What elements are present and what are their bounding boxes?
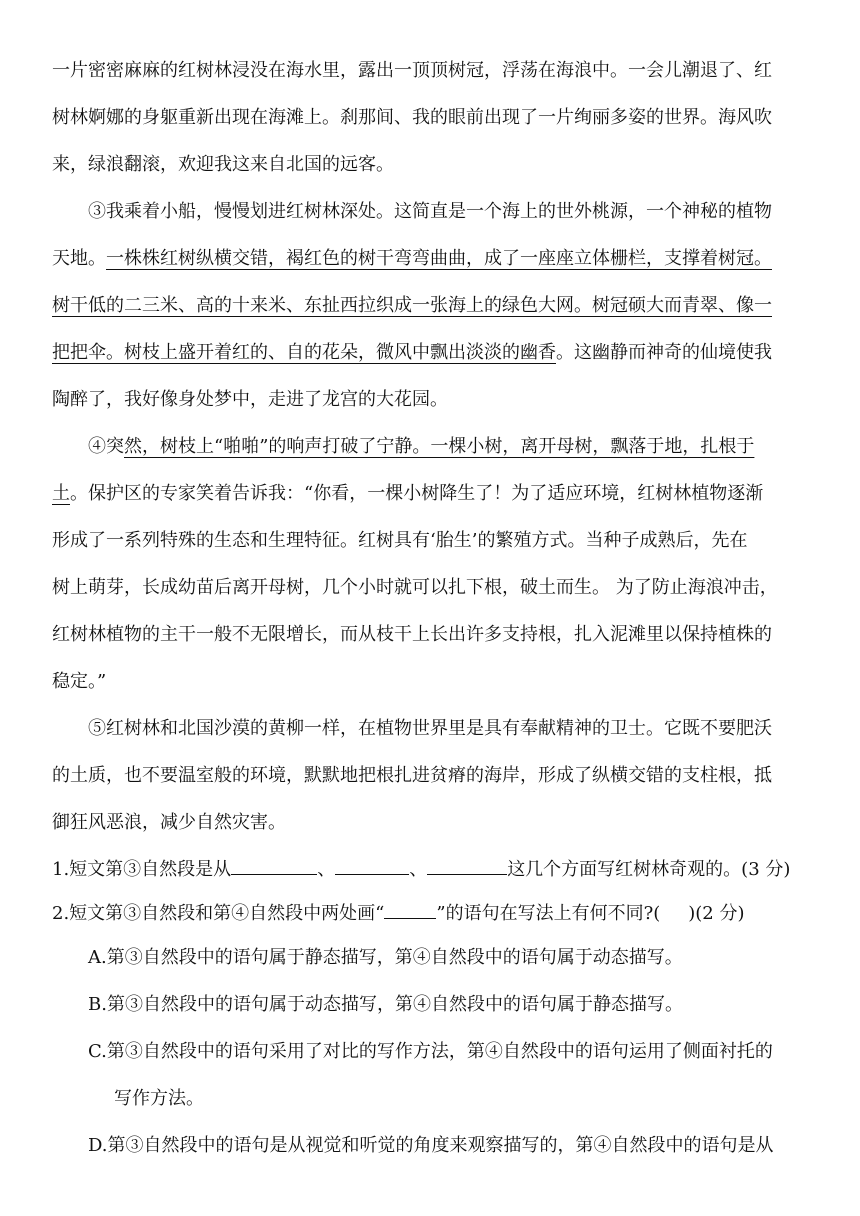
option-c-continued: 写作方法。 <box>114 1088 204 1109</box>
option-a[interactable]: A.第③自然段中的语句属于静态描写，第④自然段中的语句属于动态描写。 <box>88 947 683 968</box>
text-line: 陶醉了，我好像身处梦中，走进了龙宫的大花园。 <box>52 389 448 410</box>
option-b[interactable]: B.第③自然段中的语句属于动态描写，第④自然段中的语句属于静态描写。 <box>88 994 683 1015</box>
underlined-sentence: 把把伞。树枝上盛开着红的、自的花朵，微风中飘出淡淡的幽香 <box>52 342 556 363</box>
text-line: 的土质，也不要温室般的环境，默默地把根扎进贫瘠的海岸，形成了纵横交错的支柱根，抵 <box>52 765 772 786</box>
question-text: )(2 分) <box>688 903 745 924</box>
option-d[interactable]: D.第③自然段中的语句是从视觉和听觉的角度来观察描写的，第④自然段中的语句是从 <box>88 1135 774 1156</box>
text-line: 形成了一系列特殊的生态和生理特征。红树具有‘胎生’的繁殖方式。当种子成熟后，先在 <box>52 530 748 551</box>
text-line: 红树林植物的主干一般不无限增长，而从枝干上长出许多支持根，扎入泥滩里以保持植株的 <box>52 624 772 645</box>
text-line <box>52 338 812 385</box>
text-line: 树林婀娜的身躯重新出现在海滩上。刹那间、我的眼前出现了一片绚丽多姿的世界。海风吹 <box>52 107 772 128</box>
underlined-sentence: 树干低的二三米、高的十来米、东扯西拉织成一张海上的绿色大网。树冠硕大而青翠、像一 <box>52 295 772 316</box>
separator: 、 <box>317 859 336 880</box>
text-line: ③我乘着小船，慢慢划进红树林深处。这简直是一个海上的世外桃源，一个神秘的植物 <box>88 201 772 222</box>
underline-sample <box>384 900 436 919</box>
text-line: 御狂风恶浪，减少自然灾害。 <box>52 812 286 833</box>
paragraph-3 <box>52 197 812 432</box>
text-segment: 天地。 <box>52 248 106 269</box>
text-line: ⑤红树林和北国沙漠的黄柳一样，在植物世界里是具有奉献精神的卫士。它既不要肥沃 <box>88 718 772 739</box>
answer-blank-3[interactable] <box>427 856 507 875</box>
text-line: 稳定。” <box>52 671 107 692</box>
question-text: 2.短文第③自然段和第④自然段中两处画“ <box>52 903 385 924</box>
answer-blank-2[interactable] <box>335 856 409 875</box>
paragraph-5 <box>52 714 812 855</box>
paragraph-2 <box>52 56 812 197</box>
underlined-sentence: 一株株红树纵横交错，褐红色的树干弯弯曲曲，成了一座座立体栅栏，支撑着树冠。 <box>106 248 772 269</box>
text-line <box>52 479 812 526</box>
question-text: ”的语句在写法上有何不同?( <box>436 903 661 924</box>
question-1 <box>52 855 812 899</box>
question-2 <box>52 899 812 1178</box>
text-line: 树上萌芽，长成幼苗后离开母树，几个小时就可以扎下根，破土而生。 为了防止海浪冲击， <box>52 577 778 598</box>
document-page <box>52 56 812 1178</box>
text-line <box>52 432 812 479</box>
underlined-sentence: 土 <box>52 483 70 504</box>
text-line: 来，绿浪翻滚，欢迎我这来自北国的远客。 <box>52 154 394 175</box>
question-line <box>52 899 812 943</box>
paragraph-4 <box>52 432 812 714</box>
underlined-sentence: 然，树枝上“啪啪”的响声打破了宁静。一棵小树，离开母树，飘落于地，扎根于 <box>124 436 755 457</box>
question-line <box>52 855 812 899</box>
text-segment: 。保护区的专家笑着告诉我：“你看，一棵小树降生了！为了适应环境，红树林植物逐渐 <box>70 483 764 504</box>
separator: 、 <box>409 859 428 880</box>
text-line: 一片密密麻麻的红树林浸没在海水里，露出一顶顶树冠，浮荡在海浪中。一会儿潮退了、红 <box>52 60 772 81</box>
text-line <box>52 291 812 338</box>
text-line <box>52 244 812 291</box>
question-text: 1.短文第③自然段是从 <box>52 859 232 880</box>
option-c[interactable]: C.第③自然段中的语句采用了对比的写作方法，第④自然段中的语句运用了侧面衬托的 <box>88 1041 773 1062</box>
question-text: 这几个方面写红树林奇观的。(3 分) <box>507 859 791 880</box>
text-segment: ④突 <box>88 436 124 457</box>
text-segment: 。这幽静而神奇的仙境使我 <box>556 342 772 363</box>
answer-blank-1[interactable] <box>231 856 317 875</box>
